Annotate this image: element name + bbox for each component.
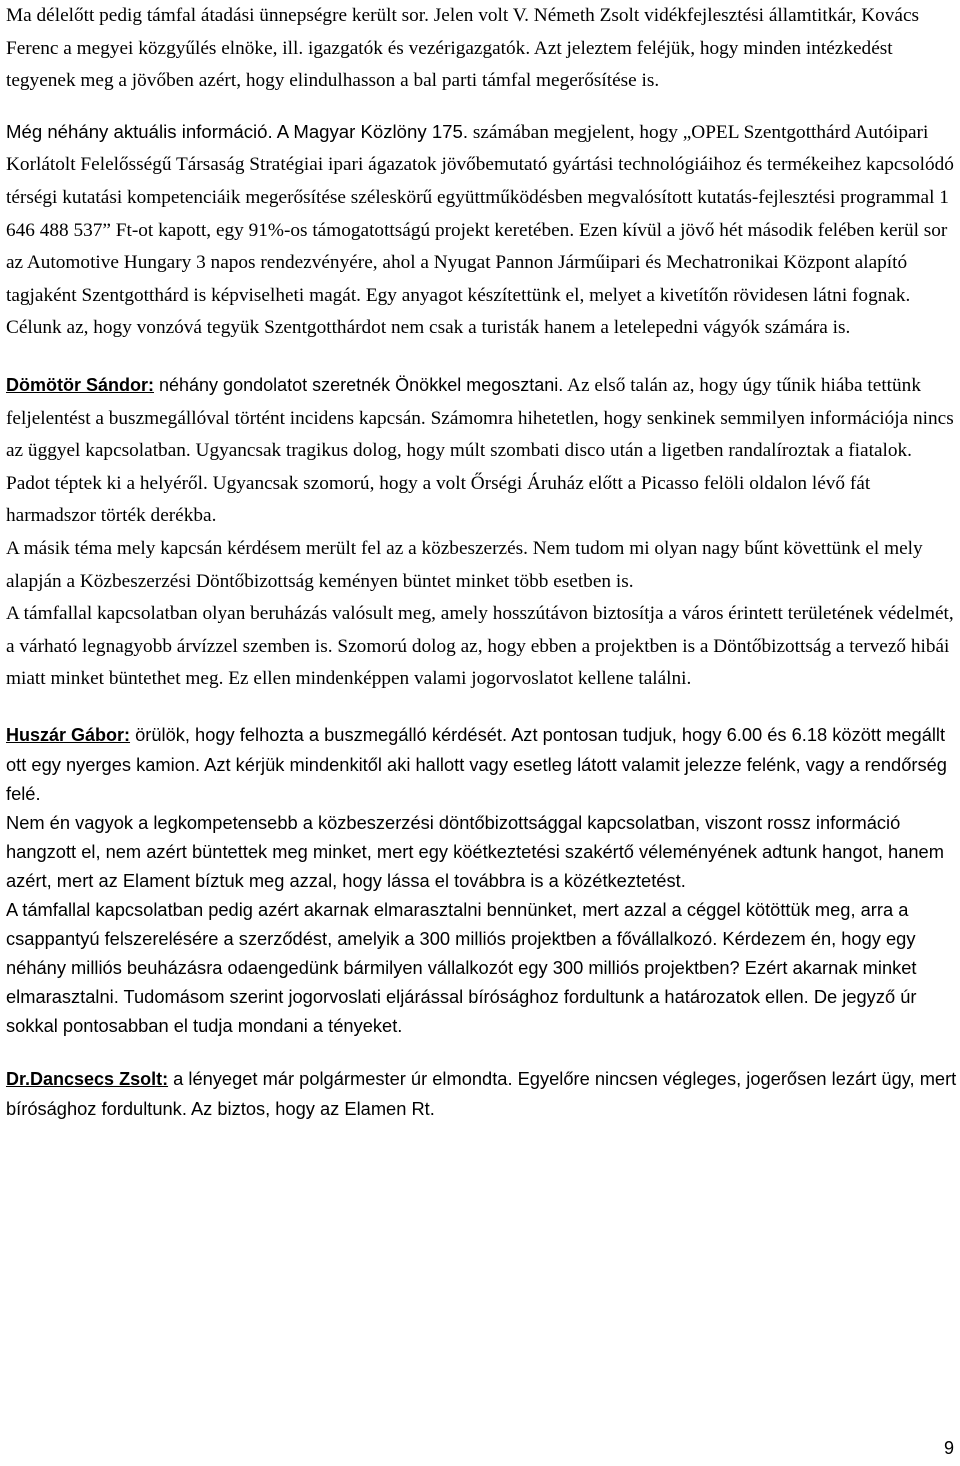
speaker1-paragraph bbox=[6, 369, 958, 533]
speaker1-paragraph-2: A másik téma mely kapcsán kérdésem merült fel az a közbeszerzés. Nem tudom mi olyan nagy bűnt követtünk el mely alapján a Közbeszerzési Döntőbizottság keményen büntet minket több esetben is. bbox=[6, 537, 923, 592]
news-body: számában megjelent, hogy „OPEL Szentgotthárd Autóipari Korlátolt Felelősségű Társaság Stratégiai ipari ágazatok jövőbemutató gyártási technológiáihoz és termékeihez kapcsolódó térségi kutatási kompetenciáik megerősítése széleskörű együttműködésben megvalósított kutatás-fejlesztési programmal 1 646 488 537” Ft-ot kapott, egy 91%-os támogatottságú projekt keretében. Ezen kívül a jövő hét második felében kerül sor az Automotive Hungary 3 napos rendezvényére, ahol a Nyugat Pannon Járműipari és Mechatronikai Központ alapító tagjaként Szentgotthárd is képviselheti magát. Egy anyagot készítettünk el, melyet a kivetítőn rövidesen látni fognak. Célunk az, hogy vonzóvá tegyük Szentgotthárdot nem csak a turisták hanem a letelepedni vágyók számára is. bbox=[6, 121, 954, 339]
speaker1-body: Az első talán az, hogy úgy tűnik hiába tettünk feljelentést a buszmegállóval történt incidens kapcsán. Számomra hihetetlen, hogy senkinek semmilyen információja nincs az üggyel kapcsolatban. Ugyancsak tragikus dolog, hogy múlt szombati disco után a ligetben randalíroztak a fiatalok. Padot téptek ki a helyéről. Ugyancsak szomorú, hogy a volt Őrségi Áruház előtt a Picasso felöli oldalon lévő fát harmadszor törték derékba. bbox=[6, 374, 954, 527]
speaker-name-domotor: Dömötör Sándor: bbox=[6, 374, 154, 395]
speaker3-paragraph bbox=[6, 1064, 958, 1123]
news-lead: Még néhány aktuális információ. A Magyar Közlöny 175. bbox=[6, 120, 469, 142]
speaker-name-dancsecs: Dr.Dancsecs Zsolt: bbox=[6, 1068, 169, 1089]
speaker2-paragraph-3: A támfallal kapcsolatban pedig azért akarnak elmarasztalni bennünket, mert azzal a céggel kötöttük meg, arra a csappantyú felszerelésére a szerződést, amelyik a 300 milliós projektben a fővállalkozó. Kérdezem én, hogy egy néhány milliós beuházásra odaengedünk bármilyen vállalkozót egy 300 milliós projektben? Ezért akarnak minket elmarasztalni. Tudomásom szerint jogorvoslati eljárással bírósághoz fordultunk a határozatok ellen. De jegyző úr sokkal pontosabban el tudja mondani a tényeket. bbox=[6, 898, 917, 1036]
document-page bbox=[6, 0, 958, 1123]
speaker2-body: örülök, hogy felhozta a buszmegálló kérdését. Azt pontosan tudjuk, hogy 6.00 és 6.18 között megállt ott egy nyerges kamion. Azt kérjük mindenkitől aki hallott vagy esetleg látott valamit jelezze felénk, vagy a rendőrség felé. bbox=[6, 723, 947, 804]
spacer bbox=[6, 345, 958, 369]
spacer bbox=[6, 98, 958, 116]
speaker2-paragraph bbox=[6, 720, 958, 808]
speaker2-paragraph-2: Nem én vagyok a legkompetensebb a közbeszerzési döntőbizottsággal kapcsolatban, viszont rossz információ hangzott el, nem azért büntettek meg minket, mert egy köétkeztetési szakértő véleményének adtunk hangot, hanem azért, mert az Elament bíztuk meg azzal, hogy lássa el továbbra is a közétkeztetést. bbox=[6, 811, 944, 891]
speaker-name-huszar: Huszár Gábor: bbox=[6, 724, 131, 745]
speaker1-opening: néhány gondolatot szeretnék Önökkel megosztani. bbox=[154, 374, 564, 395]
spacer bbox=[6, 696, 958, 720]
speaker3-body: a lényeget már polgármester úr elmondta. Egyelőre nincsen végleges, jogerősen lezárt ügy, mert bírósághoz fordultunk. Az biztos, hogy az Elamen Rt. bbox=[6, 1067, 957, 1119]
speaker1-paragraph-3: A támfallal kapcsolatban olyan beruházás valósult meg, amely hosszútávon biztosítja a város érintett területének védelmét, a várható legnagyobb árvízzel szemben is. Szomorú dolog az, hogy ebben a projektben is a Döntőbizottság a tervező hibái miatt minket büntethet meg. Ez ellen mindenképpen valami jogorvoslatot kellene találni. bbox=[6, 603, 954, 690]
page-number: 9 bbox=[943, 1438, 954, 1458]
paragraph-news bbox=[6, 116, 958, 345]
paragraph-intro: Ma délelőtt pedig támfal átadási ünnepségre került sor. Jelen volt V. Németh Zsolt vidékfejlesztési államtitkár, Kovács Ferenc a megyei közgyűlés elnöke, ill. igazgatók és vezérigazgatók. Azt jeleztem feléjük, hogy minden intézkedést tegyenek meg a jövőben azért, hogy elindulhasson a bal parti támfal megerősítése is. bbox=[6, 5, 920, 92]
spacer bbox=[6, 1040, 958, 1064]
